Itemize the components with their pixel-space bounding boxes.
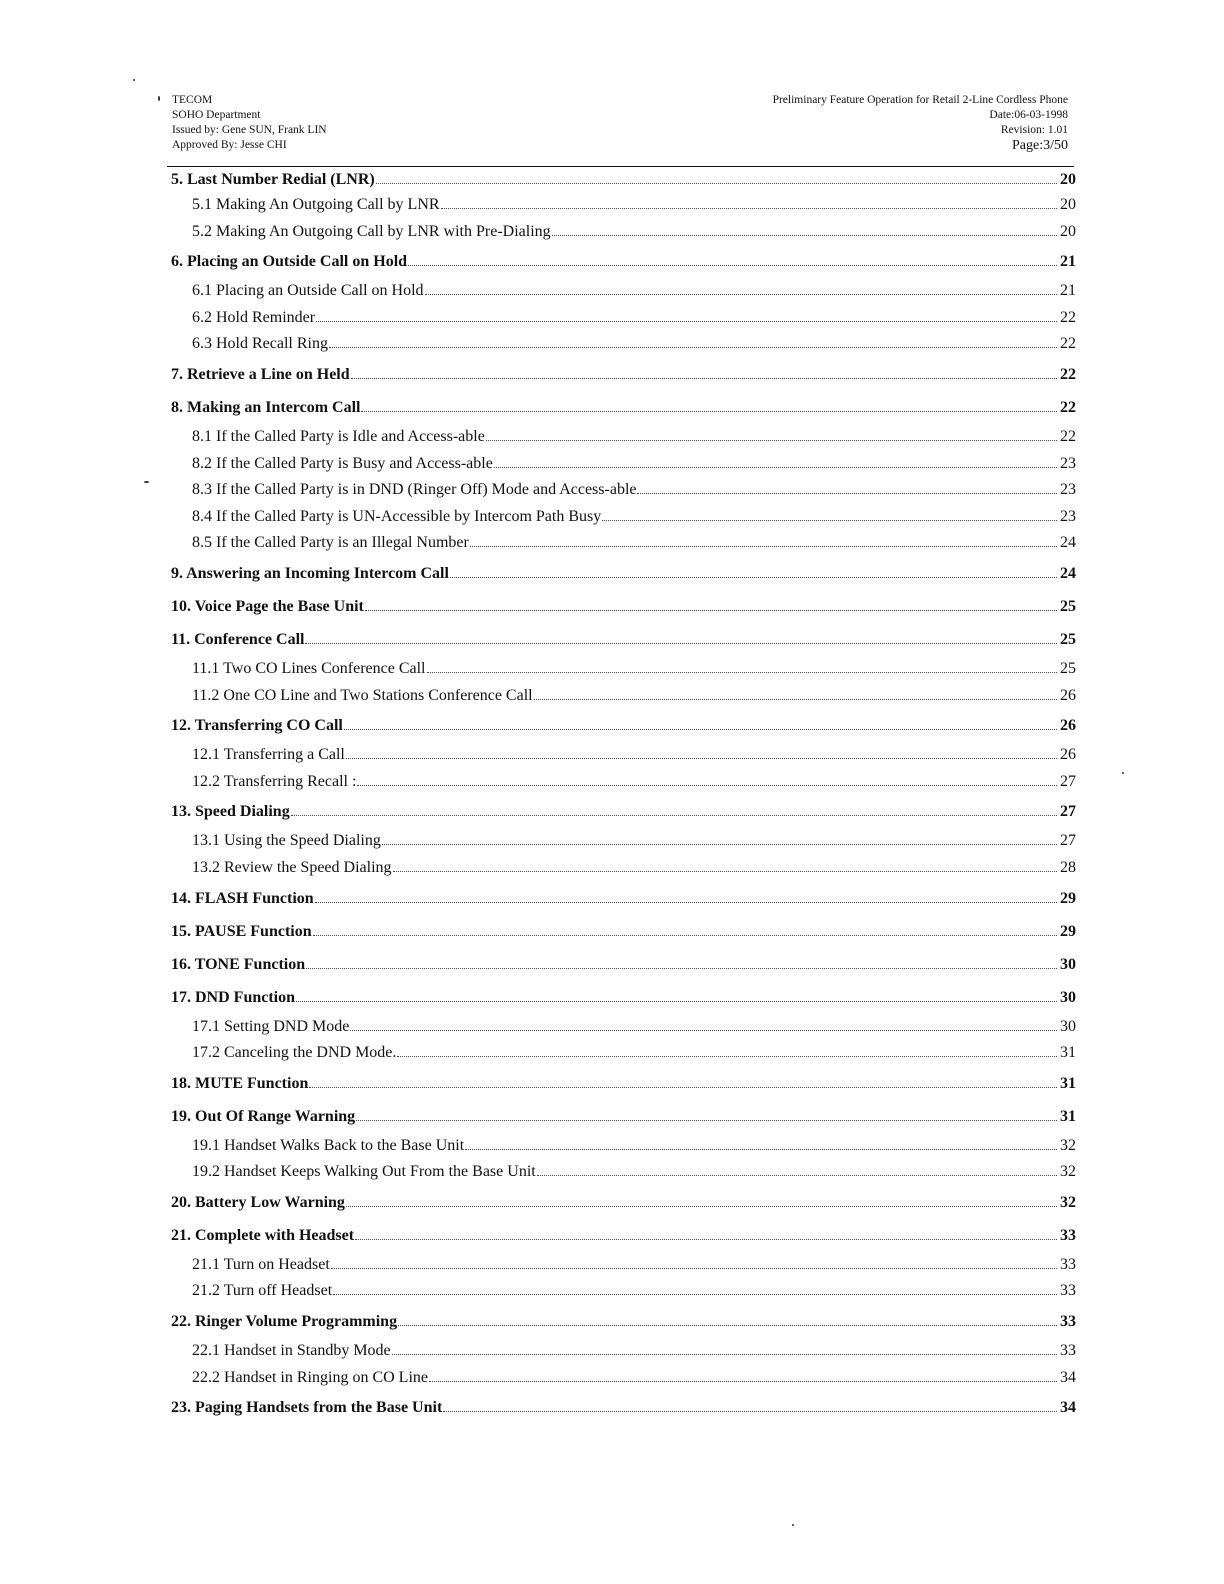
toc-page-number: 22 xyxy=(1060,427,1076,445)
dot-leader xyxy=(309,1086,1057,1088)
toc-entry-title: 8.4 If the Called Party is UN-Accessible by Intercom Path Busy xyxy=(192,507,602,525)
toc-section-entry xyxy=(171,795,1076,828)
toc-subsection-entry xyxy=(171,656,1076,683)
toc-entry-title: 6.2 Hold Reminder xyxy=(192,308,316,326)
header-left-block xyxy=(172,93,327,153)
dot-leader xyxy=(427,671,1058,673)
department: SOHO Department xyxy=(172,109,261,121)
dot-leader xyxy=(305,642,1057,644)
dot-leader xyxy=(344,728,1057,730)
toc-page-number: 21 xyxy=(1060,253,1076,271)
toc-entry-title: 8.2 If the Called Party is Busy and Access-able xyxy=(192,454,493,472)
toc-entry-title: 13. Speed Dialing xyxy=(171,803,290,821)
toc-section-entry xyxy=(171,915,1076,948)
toc-page-number: 34 xyxy=(1060,1368,1076,1386)
toc-section-entry xyxy=(171,168,1076,192)
toc-subsection-entry xyxy=(171,331,1076,358)
toc-page-number: 26 xyxy=(1060,746,1076,764)
dot-leader xyxy=(382,843,1057,845)
toc-entry-title: 22. Ringer Volume Programming xyxy=(171,1313,398,1331)
document-revision: Revision: 1.01 xyxy=(1000,124,1068,136)
toc-subsection-entry xyxy=(171,828,1076,855)
toc-section-entry xyxy=(171,623,1076,656)
toc-section-entry xyxy=(171,1391,1076,1424)
dot-leader xyxy=(494,466,1057,468)
toc-page-number: 32 xyxy=(1060,1136,1076,1154)
toc-page-number: 29 xyxy=(1060,889,1076,907)
toc-page-number: 25 xyxy=(1060,659,1076,677)
page-header xyxy=(167,93,1068,166)
dot-leader xyxy=(357,784,1057,786)
dot-leader xyxy=(450,576,1057,578)
dot-leader xyxy=(392,1353,1057,1355)
toc-entry-title: 17.2 Canceling the DND Mode. xyxy=(192,1044,397,1062)
toc-section-entry xyxy=(171,1219,1076,1252)
toc-entry-title: 8.1 If the Called Party is Idle and Access-able xyxy=(192,427,485,445)
toc-entry-title: 22.1 Handset in Standby Mode xyxy=(192,1342,391,1360)
toc-entry-title: 17.1 Setting DND Mode xyxy=(192,1017,350,1035)
toc-page-number: 27 xyxy=(1060,772,1076,790)
toc-entry-title: 8.3 If the Called Party is in DND (Ringer Off) Mode and Access-able xyxy=(192,481,637,499)
toc-entry-title: 13.2 Review the Speed Dialing xyxy=(192,858,392,876)
toc-page-number: 26 xyxy=(1060,717,1076,735)
dot-leader xyxy=(291,814,1057,816)
toc-page-number: 22 xyxy=(1060,308,1076,326)
dot-leader xyxy=(316,320,1057,322)
toc-entry-title: 17. DND Function xyxy=(171,988,296,1006)
toc-subsection-entry xyxy=(171,1159,1076,1186)
toc-page-number: 28 xyxy=(1060,858,1076,876)
toc-subsection-entry xyxy=(171,1365,1076,1392)
dot-leader xyxy=(602,519,1057,521)
dot-leader xyxy=(351,377,1057,379)
toc-subsection-entry xyxy=(171,1133,1076,1160)
toc-section-entry xyxy=(171,245,1076,278)
toc-entry-title: 11.1 Two CO Lines Conference Call xyxy=(192,659,426,677)
toc-entry-title: 12.1 Transferring a Call xyxy=(192,746,345,764)
toc-page-number: 20 xyxy=(1060,171,1076,188)
dot-leader xyxy=(425,293,1057,295)
toc-subsection-entry xyxy=(171,192,1076,219)
scan-speck xyxy=(158,96,160,101)
dot-leader xyxy=(552,234,1057,236)
toc-page-number: 33 xyxy=(1060,1255,1076,1273)
toc-subsection-entry xyxy=(171,504,1076,531)
toc-entry-title: 20. Battery Low Warning xyxy=(171,1193,345,1211)
toc-section-entry xyxy=(171,1100,1076,1133)
dot-leader xyxy=(329,346,1057,348)
header-right-block xyxy=(773,93,1068,153)
header-rule xyxy=(167,166,1074,167)
toc-subsection-entry xyxy=(171,451,1076,478)
dot-leader xyxy=(465,1148,1057,1150)
scan-speck xyxy=(144,481,149,483)
dot-leader xyxy=(376,182,1057,184)
toc-entry-title: 6. Placing an Outside Call on Hold xyxy=(171,253,408,271)
dot-leader xyxy=(315,901,1057,903)
toc-subsection-entry xyxy=(171,305,1076,332)
toc-page-number: 20 xyxy=(1060,222,1076,240)
toc-section-entry xyxy=(171,557,1076,590)
toc-entry-title: 19.2 Handset Keeps Walking Out From the Base Unit xyxy=(192,1163,536,1181)
toc-page-number: 31 xyxy=(1060,1074,1076,1092)
toc-section-entry xyxy=(171,1186,1076,1219)
toc-entry-title: 21.1 Turn on Headset xyxy=(192,1255,330,1273)
toc-subsection-entry xyxy=(171,683,1076,710)
toc-entry-title: 16. TONE Function xyxy=(171,955,306,973)
toc-entry-title: 5.1 Making An Outgoing Call by LNR xyxy=(192,196,440,213)
toc-entry-title: 10. Voice Page the Base Unit xyxy=(171,597,364,615)
toc-page-number: 31 xyxy=(1060,1044,1076,1062)
dot-leader xyxy=(470,545,1057,547)
toc-entry-title: 21. Complete with Headset xyxy=(171,1226,355,1244)
toc-subsection-entry xyxy=(171,530,1076,557)
issued-by: Issued by: Gene SUN, Frank LIN xyxy=(172,124,327,136)
toc-entry-title: 8.5 If the Called Party is an Illegal Number xyxy=(192,534,469,552)
dot-leader xyxy=(443,1410,1057,1412)
toc-entry-title: 23. Paging Handsets from the Base Unit xyxy=(171,1399,443,1417)
toc-section-entry xyxy=(171,1067,1076,1100)
toc-entry-title: 5.2 Making An Outgoing Call by LNR with Pre-Dialing xyxy=(192,222,551,240)
toc-entry-title: 15. PAUSE Function xyxy=(171,922,312,940)
toc-page-number: 22 xyxy=(1060,335,1076,353)
toc-entry-title: 11. Conference Call xyxy=(171,630,305,648)
toc-page-number: 24 xyxy=(1060,564,1076,582)
toc-page-number: 25 xyxy=(1060,630,1076,648)
toc-page-number: 29 xyxy=(1060,922,1076,940)
toc-subsection-entry xyxy=(171,477,1076,504)
document-title: Preliminary Feature Operation for Retail 2-Line Cordless Phone xyxy=(772,94,1068,106)
dot-leader xyxy=(441,207,1057,209)
toc-entry-title: 13.1 Using the Speed Dialing xyxy=(192,832,381,850)
toc-subsection-entry xyxy=(171,424,1076,451)
toc-page-number: 30 xyxy=(1060,988,1076,1006)
toc-section-entry xyxy=(171,948,1076,981)
toc-section-entry xyxy=(171,391,1076,424)
dot-leader xyxy=(306,967,1057,969)
dot-leader xyxy=(346,1205,1057,1207)
dot-leader xyxy=(365,609,1057,611)
toc-entry-title: 18. MUTE Function xyxy=(171,1074,309,1092)
scan-speck xyxy=(792,1524,794,1526)
toc-page-number: 30 xyxy=(1060,955,1076,973)
toc-entry-title: 14. FLASH Function xyxy=(171,889,314,907)
toc-entry-title: 9. Answering an Incoming Intercom Call xyxy=(171,564,449,582)
dot-leader xyxy=(356,1119,1057,1121)
toc-entry-title: 22.2 Handset in Ringing on CO Line xyxy=(192,1368,428,1386)
scan-speck xyxy=(133,79,135,81)
toc-entry-title: 19.1 Handset Walks Back to the Base Unit xyxy=(192,1136,465,1154)
dot-leader xyxy=(393,870,1057,872)
toc-subsection-entry xyxy=(171,219,1076,246)
table-of-contents xyxy=(171,168,1076,1417)
toc-page-number: 32 xyxy=(1060,1163,1076,1181)
toc-entry-title: 5. Last Number Redial (LNR) xyxy=(171,171,375,188)
toc-page-number: 25 xyxy=(1060,597,1076,615)
toc-page-number: 31 xyxy=(1060,1107,1076,1125)
toc-page-number: 23 xyxy=(1060,507,1076,525)
toc-page-number: 27 xyxy=(1060,803,1076,821)
approved-by: Approved By: Jesse CHI xyxy=(172,139,287,151)
toc-page-number: 23 xyxy=(1060,481,1076,499)
dot-leader xyxy=(331,1267,1057,1269)
page-number: Page:3/50 xyxy=(1012,138,1068,153)
toc-section-entry xyxy=(171,1305,1076,1338)
dot-leader xyxy=(398,1324,1057,1326)
dot-leader xyxy=(486,439,1057,441)
toc-subsection-entry xyxy=(171,1040,1076,1067)
dot-leader xyxy=(429,1380,1057,1382)
document-date: Date:06-03-1998 xyxy=(989,109,1068,121)
dot-leader xyxy=(296,1000,1057,1002)
toc-entry-title: 6.3 Hold Recall Ring xyxy=(192,335,328,353)
dot-leader xyxy=(637,492,1057,494)
toc-section-entry xyxy=(171,981,1076,1014)
toc-subsection-entry xyxy=(171,742,1076,769)
toc-entry-title: 6.1 Placing an Outside Call on Hold xyxy=(192,282,424,300)
toc-page-number: 21 xyxy=(1060,282,1076,300)
dot-leader xyxy=(355,1238,1057,1240)
dot-leader xyxy=(537,1174,1057,1176)
toc-page-number: 27 xyxy=(1060,832,1076,850)
dot-leader xyxy=(408,264,1057,266)
toc-page-number: 23 xyxy=(1060,454,1076,472)
dot-leader xyxy=(361,410,1057,412)
toc-page-number: 22 xyxy=(1060,365,1076,383)
toc-entry-title: 8. Making an Intercom Call xyxy=(171,398,361,416)
dot-leader xyxy=(350,1029,1057,1031)
scan-speck xyxy=(1122,772,1124,774)
toc-page-number: 34 xyxy=(1060,1399,1076,1417)
toc-subsection-entry xyxy=(171,769,1076,796)
toc-section-entry xyxy=(171,590,1076,623)
toc-section-entry xyxy=(171,358,1076,391)
toc-page-number: 33 xyxy=(1060,1282,1076,1300)
toc-subsection-entry xyxy=(171,855,1076,882)
toc-page-number: 33 xyxy=(1060,1313,1076,1331)
toc-subsection-entry xyxy=(171,1252,1076,1279)
toc-page-number: 32 xyxy=(1060,1193,1076,1211)
dot-leader xyxy=(346,757,1057,759)
toc-entry-title: 11.2 One CO Line and Two Stations Conference Call xyxy=(192,686,533,704)
toc-subsection-entry xyxy=(171,1278,1076,1305)
toc-page-number: 30 xyxy=(1060,1017,1076,1035)
toc-page-number: 33 xyxy=(1060,1342,1076,1360)
toc-page-number: 20 xyxy=(1060,196,1076,213)
dot-leader xyxy=(313,934,1057,936)
toc-page-number: 26 xyxy=(1060,686,1076,704)
dot-leader xyxy=(534,698,1057,700)
toc-entry-title: 7. Retrieve a Line on Held xyxy=(171,365,350,383)
toc-section-entry xyxy=(171,882,1076,915)
company-name: TECOM xyxy=(172,94,213,106)
toc-entry-title: 21.2 Turn off Headset xyxy=(192,1282,333,1300)
toc-entry-title: 19. Out Of Range Warning xyxy=(171,1107,356,1125)
dot-leader xyxy=(333,1293,1057,1295)
toc-entry-title: 12. Transferring CO Call xyxy=(171,717,343,735)
toc-subsection-entry xyxy=(171,1014,1076,1041)
toc-page-number: 22 xyxy=(1060,398,1076,416)
dot-leader xyxy=(397,1055,1057,1057)
toc-subsection-entry xyxy=(171,278,1076,305)
toc-entry-title: 12.2 Transferring Recall : xyxy=(192,772,357,790)
toc-page-number: 24 xyxy=(1060,534,1076,552)
toc-section-entry xyxy=(171,709,1076,742)
toc-page-number: 33 xyxy=(1060,1226,1076,1244)
toc-subsection-entry xyxy=(171,1338,1076,1365)
